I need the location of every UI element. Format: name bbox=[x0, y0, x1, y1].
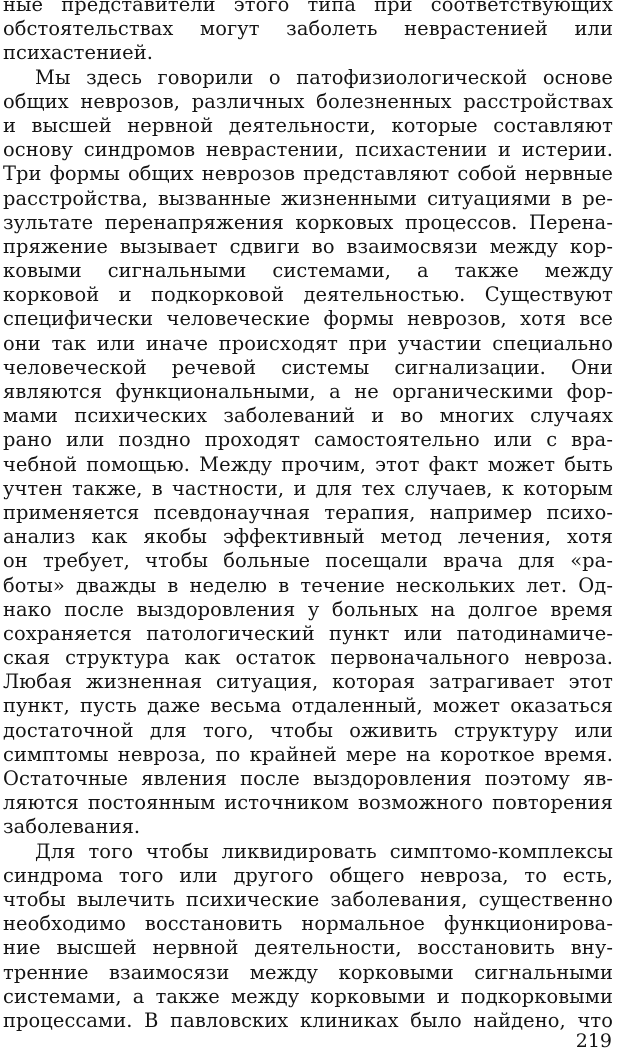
text-line: нако после выздоровления у больных на долгое время bbox=[3, 597, 613, 621]
text-line: они так или иначе происходят при участии специально bbox=[3, 331, 613, 355]
text-line: сохраняется патологический пункт или патодинамиче- bbox=[3, 621, 613, 645]
text-line: чебной помощью. Между прочим, этот факт может быть bbox=[3, 452, 613, 476]
text-line: общих неврозов, различных болезненных расстройствах bbox=[3, 89, 613, 113]
text-line: пункт, пусть даже весьма отдаленный, может оказаться bbox=[3, 694, 613, 718]
text-line: тренние взаимосязи между корковыми сигнальными bbox=[3, 960, 613, 984]
text-line: расстройства, вызванные жизненными ситуациями в ре- bbox=[3, 186, 613, 210]
text-line: процессами. В павловских клиниках было найдено, что bbox=[3, 1008, 613, 1032]
text-line: применяется псевдонаучная терапия, например психо- bbox=[3, 500, 613, 524]
text-line: и высшей нервной деятельности, которые составляют bbox=[3, 113, 613, 137]
text-line: Три формы общих неврозов представляют собой нервные bbox=[3, 162, 613, 186]
text-line: ние высшей нервной деятельности, восстановить вну- bbox=[3, 936, 613, 960]
text-line: анализ как якобы эффективный метод лечения, хотя bbox=[3, 525, 613, 549]
text-line: являются функциональными, а не органическими фор- bbox=[3, 380, 613, 403]
text-line: ные представители этого типа при соответствующих bbox=[3, 0, 613, 16]
text-line: зультате перенапряжения корковых процессов. Перена- bbox=[3, 210, 613, 234]
text-line: пряжение вызывает сдвиги во взаимосвязи между кор- bbox=[3, 234, 613, 258]
text-line: Для того чтобы ликвидировать симптомо-комплексы bbox=[35, 839, 613, 863]
text-line: достаточной для того, чтобы оживить структуру или bbox=[3, 718, 613, 742]
text-line: необходимо восстановить нормальное функционирова- bbox=[3, 912, 613, 936]
text-line: мами психических заболеваний и во многих случаях bbox=[3, 404, 613, 428]
text-line: Любая жизненная ситуация, которая затрагивает этот bbox=[3, 670, 613, 694]
body-text bbox=[3, 0, 613, 1033]
text-line: обстоятельствах могут заболеть неврастенией или bbox=[3, 17, 613, 41]
text-line: боты» дважды в неделю в течение нескольких лет. Од- bbox=[3, 573, 613, 597]
text-line: симптомы невроза, по крайней мере на короткое время. bbox=[3, 742, 613, 766]
text-line: специфически человеческие формы неврозов, хотя все bbox=[3, 307, 613, 331]
text-line: психастенией. bbox=[3, 41, 153, 65]
text-line: он требует, чтобы больные посещали врача для «ра- bbox=[3, 549, 613, 573]
text-line: системами, а также между корковыми и подкорковыми bbox=[3, 984, 613, 1008]
text-line: ляются постоянным источником возможного повторения bbox=[3, 791, 613, 815]
text-line: ковыми сигнальными системами, а также между bbox=[3, 259, 613, 283]
text-line: человеческой речевой системы сигнализации. Они bbox=[3, 355, 613, 379]
text-line: основу синдромов неврастении, психастении и истерии. bbox=[3, 138, 613, 162]
text-line: ская структура как остаток первоначального невроза. bbox=[3, 646, 613, 670]
text-line: чтобы вылечить психические заболевания, существенно bbox=[3, 887, 613, 911]
text-line: синдрома того или другого общего невроза, то есть, bbox=[3, 863, 613, 887]
text-line: Мы здесь говорили о патофизиологической основе bbox=[35, 65, 613, 89]
page-number: 219 bbox=[575, 1030, 612, 1052]
text-line: корковой и подкорковой деятельностью. Существуют bbox=[3, 283, 613, 307]
text-line: заболевания. bbox=[3, 815, 141, 839]
text-line: учтен также, в частности, и для тех случаев, к которым bbox=[3, 476, 613, 500]
text-line: рано или поздно проходят самостоятельно или с вра- bbox=[3, 428, 613, 452]
text-line: Остаточные явления после выздоровления поэтому яв- bbox=[3, 767, 613, 790]
